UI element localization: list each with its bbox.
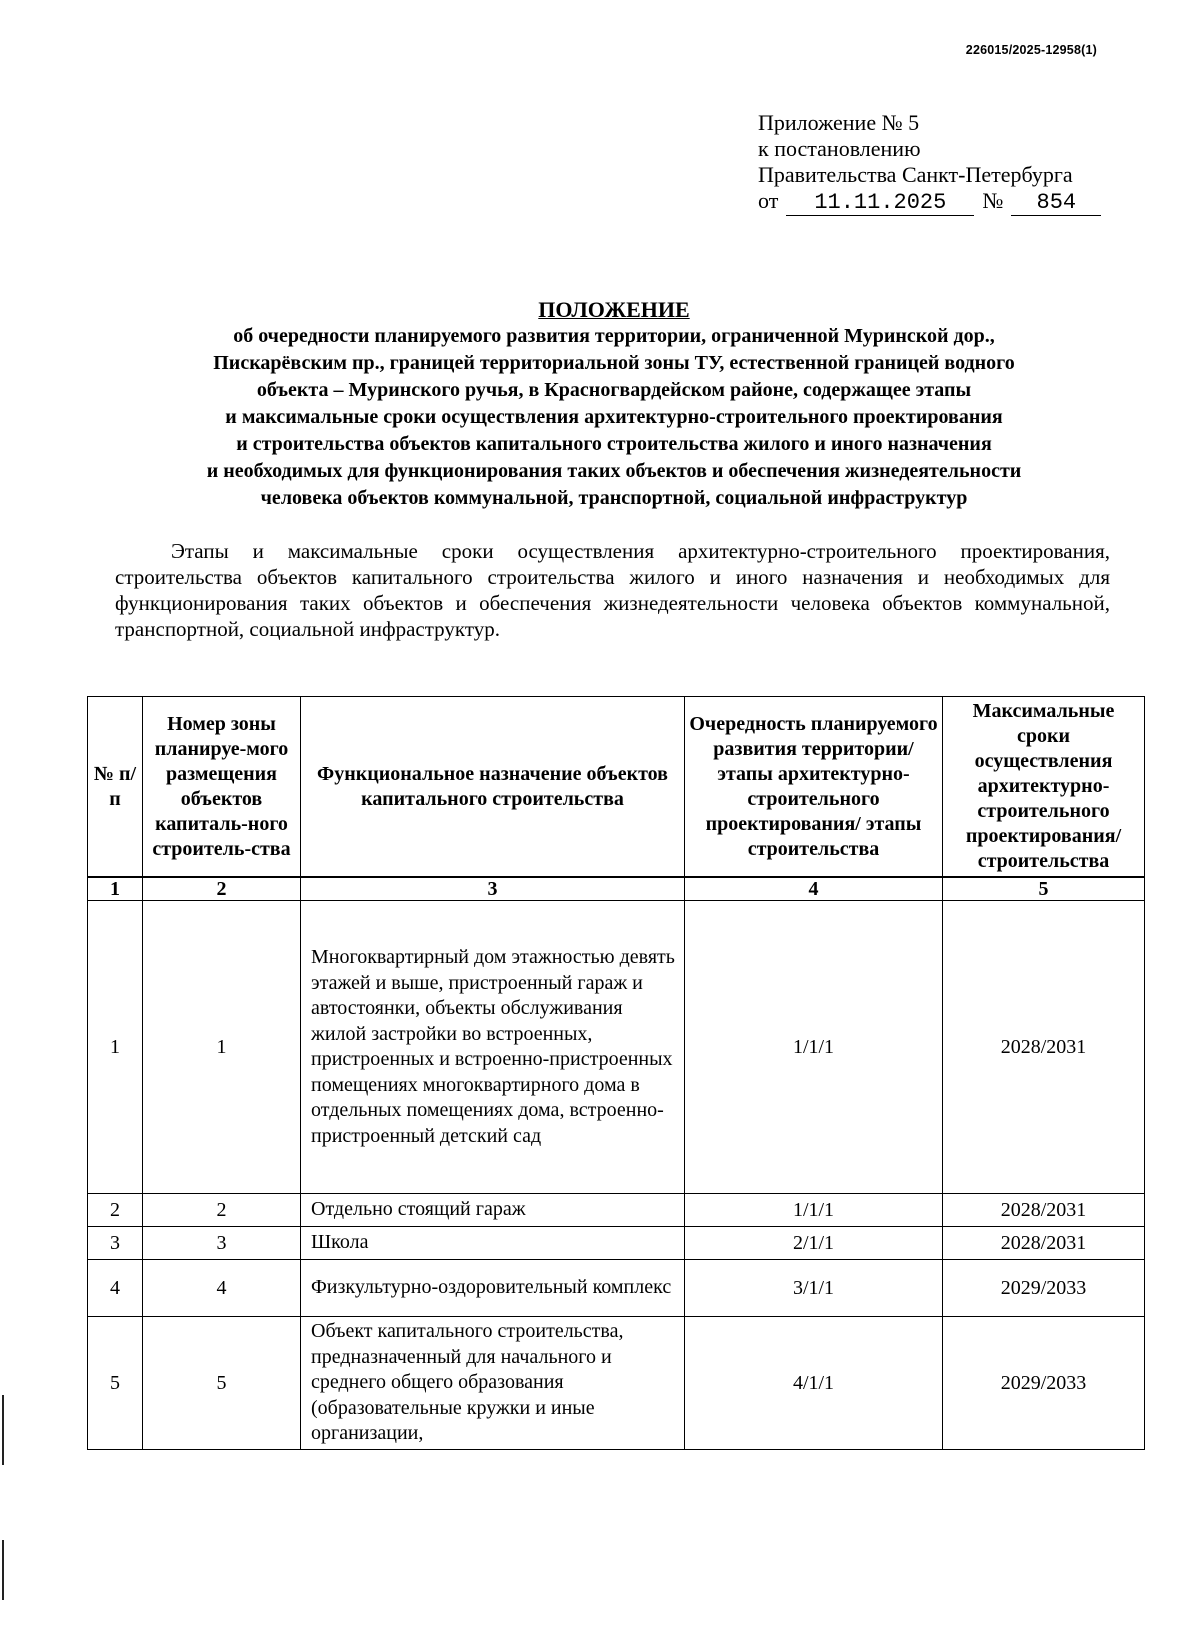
order: 3/1/1 [685, 1260, 943, 1317]
column-number: 1 [88, 877, 143, 901]
from-label: от [758, 188, 779, 213]
terms: 2028/2031 [943, 1227, 1145, 1260]
terms: 2029/2033 [943, 1317, 1145, 1450]
title-line-7: человека объектов коммунальной, транспортной, социальной инфраструктур [260, 487, 968, 509]
row-number: 1 [88, 901, 143, 1194]
title-line-5: и строительства объектов капитального строительства жилого и иного назначения [236, 433, 992, 455]
row-number: 5 [88, 1317, 143, 1450]
zone-number: 3 [143, 1227, 301, 1260]
header-row-number: № п/п [88, 697, 143, 878]
table-header-row [88, 697, 1145, 878]
terms: 2028/2031 [943, 901, 1145, 1194]
zone-number: 2 [143, 1194, 301, 1227]
table-row [88, 1260, 1145, 1317]
purpose: Многоквартирный дом этажностью девять этажей и выше, пристроенный гараж и автостоянки, объекты обслуживания жилой застройки во встроенных, пристроенных и встроенно-пристроенных помещениях многоквартирного дома в отдельных помещениях дома, встроенно-пристроенный детский сад [301, 901, 685, 1194]
column-number: 3 [301, 877, 685, 901]
row-number: 4 [88, 1260, 143, 1317]
table-row [88, 1317, 1145, 1450]
title-line-2: Пискарёвским пр., границей территориальной зоны ТУ, естественной границей водного [213, 352, 1015, 374]
table-row [88, 1194, 1145, 1227]
title-line-1: об очередности планируемого развития территории, ограниченной Муринской дор., [233, 325, 995, 347]
terms: 2029/2033 [943, 1260, 1145, 1317]
header-order: Очередность планируемого развития территории/этапы архитектурно-строительного проектирования/ этапы строительства [685, 697, 943, 878]
zone-number: 5 [143, 1317, 301, 1450]
column-number-row [88, 877, 1145, 901]
decree-date: 11.11.2025 [786, 191, 974, 216]
scan-edge-mark [2, 1540, 4, 1600]
header-terms: Максимальные сроки осуществления архитектурно-строительного проектирования/ строительства [943, 697, 1145, 878]
scan-edge-mark [2, 1395, 4, 1465]
zones-table [87, 696, 1145, 1450]
title-line-3: объекта – Муринского ручья, в Красногвардейском районе, содержащее этапы [256, 379, 972, 401]
order: 1/1/1 [685, 1194, 943, 1227]
document-registration-id: 226015/2025-12958(1) [965, 43, 1097, 57]
decree-number: 854 [1011, 191, 1101, 216]
attachment-date-line [758, 188, 1101, 216]
table-row [88, 901, 1145, 1194]
order: 2/1/1 [685, 1227, 943, 1260]
title-line-4: и максимальные сроки осуществления архитектурно-строительного проектирования [225, 406, 1003, 428]
purpose: Школа [301, 1227, 685, 1260]
attachment-decree-label: к постановлению [758, 136, 921, 161]
order: 4/1/1 [685, 1317, 943, 1450]
title-main: ПОЛОЖЕНИЕ [538, 297, 690, 322]
column-number: 4 [685, 877, 943, 901]
header-zone-number: Номер зоны планируе-мого размещения объектов капиталь-ного строитель-ства [143, 697, 301, 878]
table-row [88, 1227, 1145, 1260]
purpose: Объект капитального строительства, предназначенный для начального и среднего общего образования (образовательные кружки и иные организации, [301, 1317, 685, 1450]
purpose: Физкультурно-оздоровительный комплекс [301, 1260, 685, 1317]
zone-number: 4 [143, 1260, 301, 1317]
attachment-number: Приложение № 5 [758, 110, 920, 135]
zone-number: 1 [143, 901, 301, 1194]
number-sign: № [982, 188, 1004, 213]
title-line-6: и необходимых для функционирования таких объектов и обеспечения жизнедеятельности [206, 460, 1022, 482]
column-number: 2 [143, 877, 301, 901]
order: 1/1/1 [685, 901, 943, 1194]
row-number: 2 [88, 1194, 143, 1227]
row-number: 3 [88, 1227, 143, 1260]
header-purpose: Функциональное назначение объектов капитального строительства [301, 697, 685, 878]
attachment-header [758, 110, 1101, 216]
purpose: Отдельно стоящий гараж [301, 1194, 685, 1227]
attachment-government: Правительства Санкт-Петербурга [758, 162, 1073, 187]
intro-paragraph: Этапы и максимальные сроки осуществления архитектурно-строительного проектирования, строительства объектов капитального строительства жилого и иного назначения и необходимых для функционирования таких объектов и обеспечения жизнедеятельности человека объектов коммунальной, транспортной, социальной инфраструктур. [115, 539, 1110, 641]
column-number: 5 [943, 877, 1145, 901]
document-title [90, 296, 1138, 512]
terms: 2028/2031 [943, 1194, 1145, 1227]
